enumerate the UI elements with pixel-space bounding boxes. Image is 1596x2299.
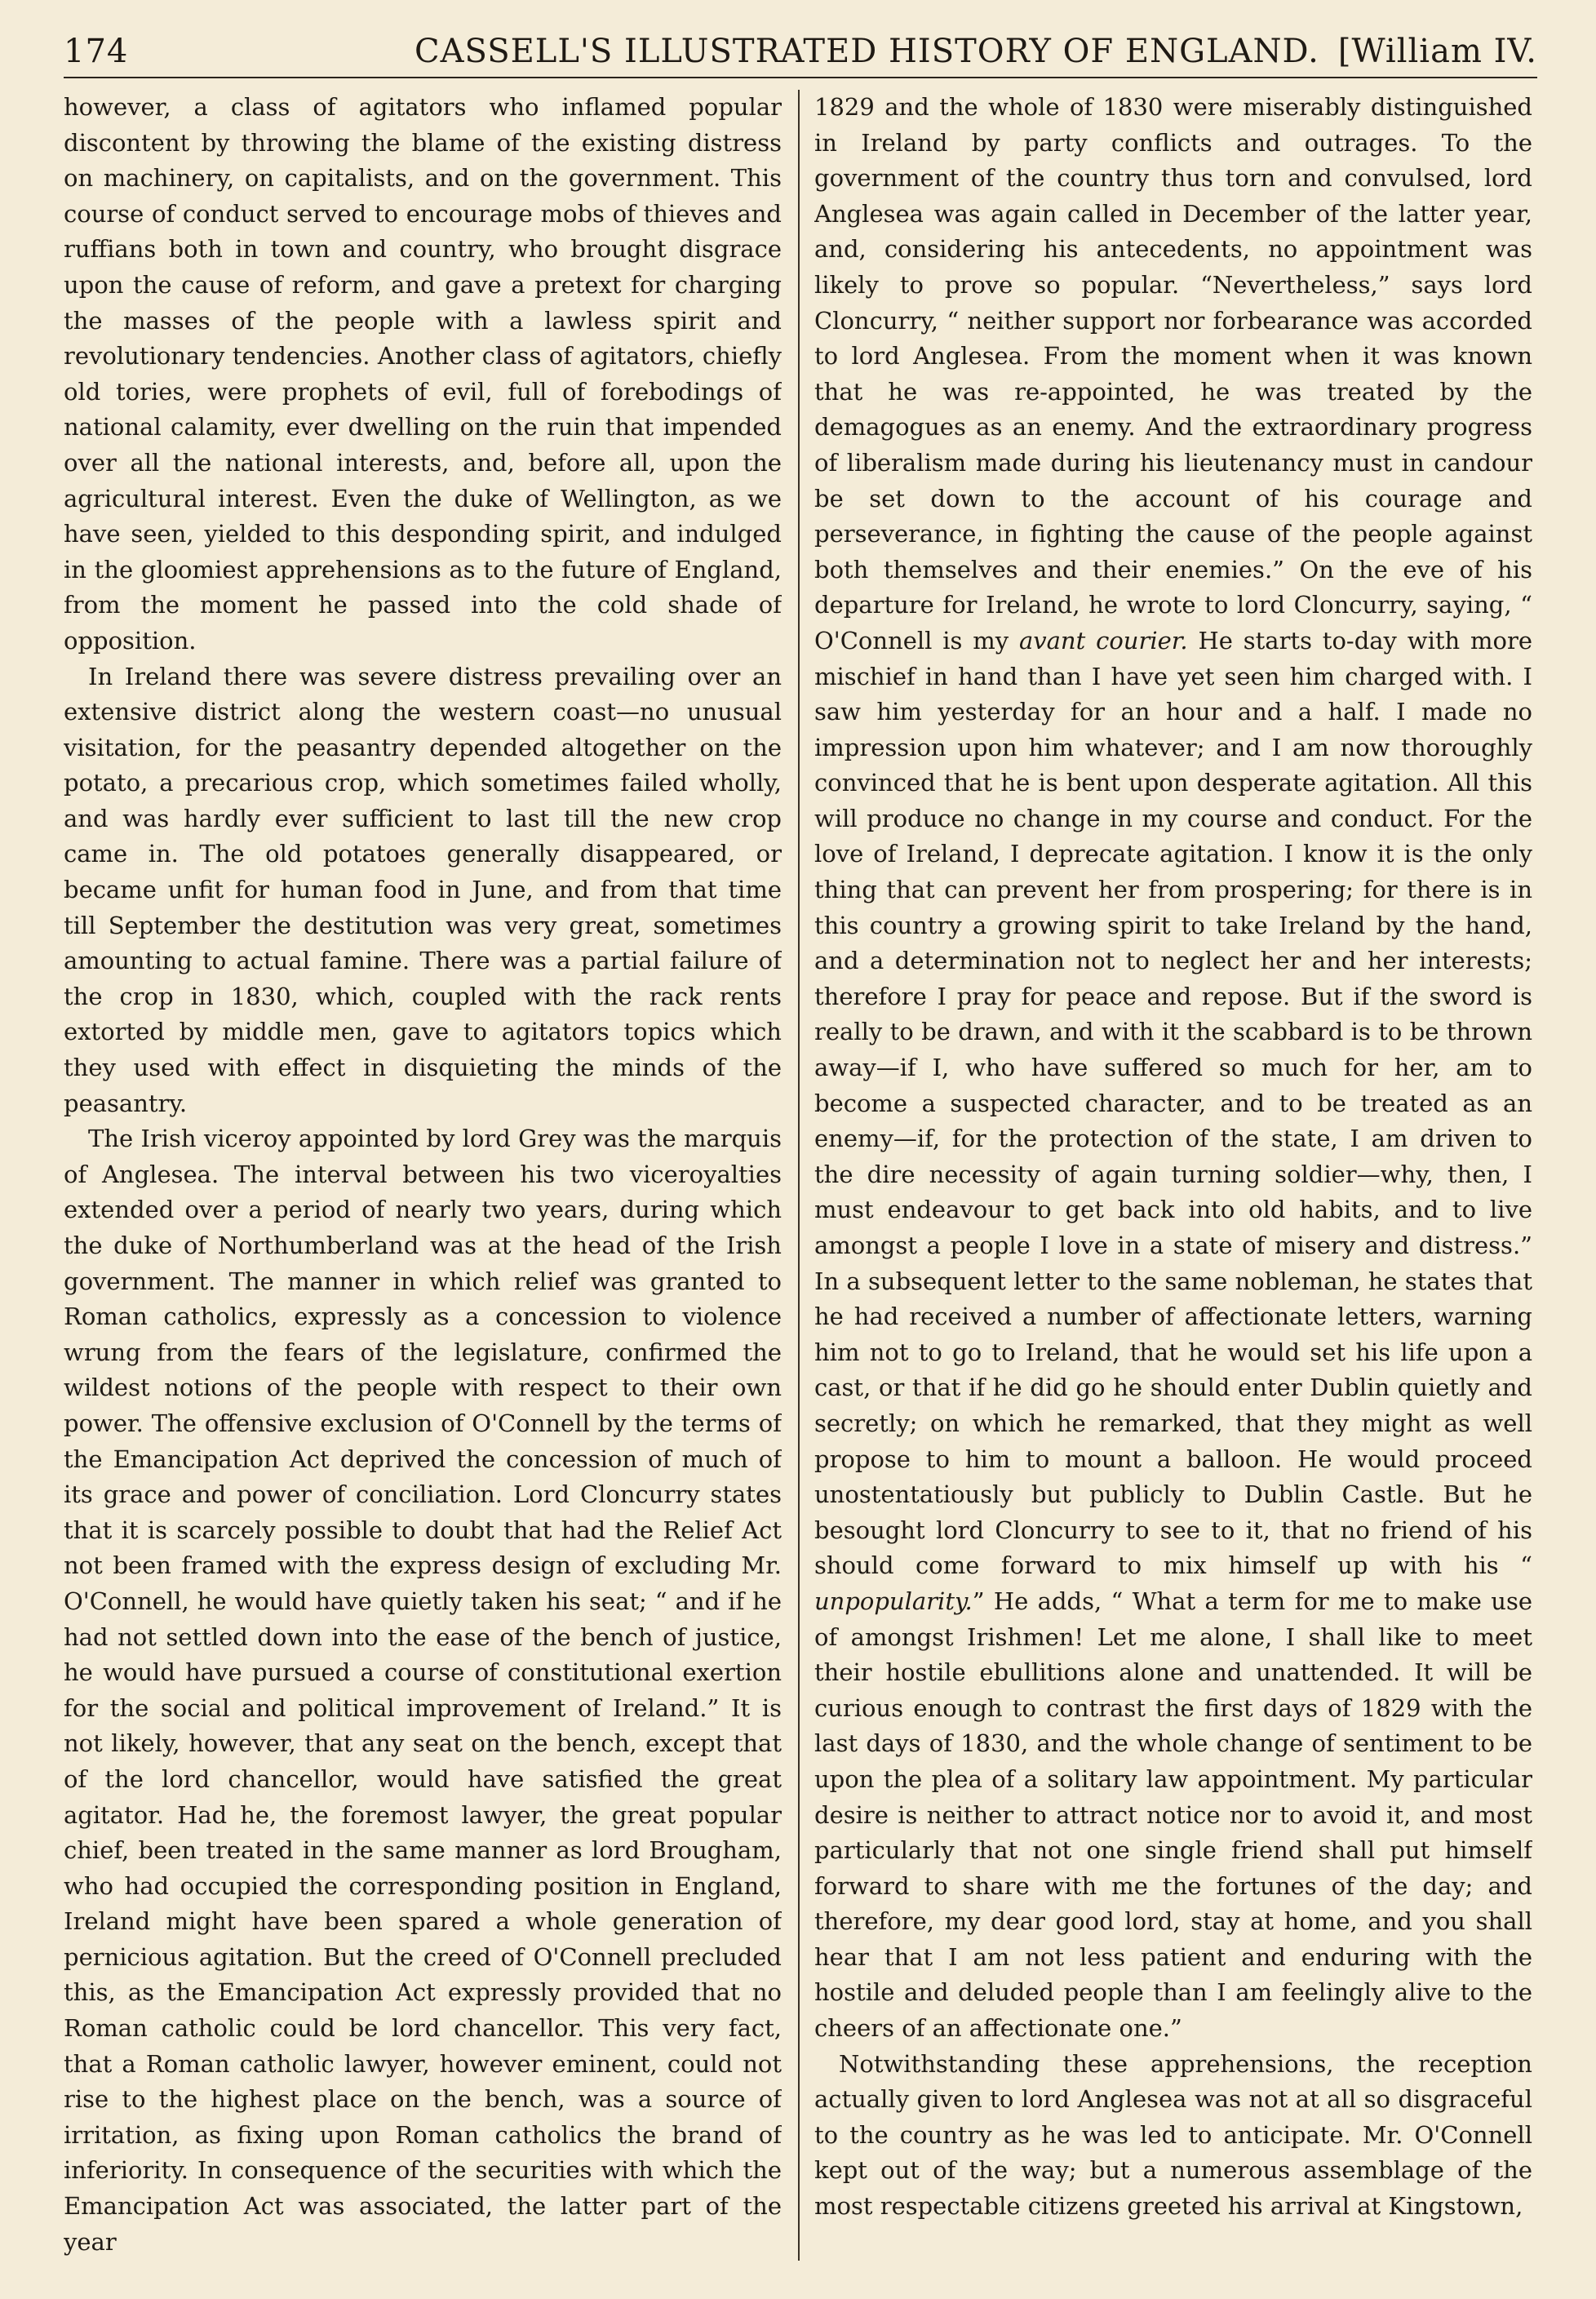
book-page <box>64 28 1537 2272</box>
right-column <box>814 90 1532 2272</box>
italic-text: unpopularity. <box>814 1587 973 1615</box>
page-header <box>64 28 1537 78</box>
page-number: 174 <box>64 33 129 70</box>
text-run: He starts to-day with more mischief in hand than I have yet seen him charged with. I saw him yesterday for an hour and a half. I made no impression upon him whatever; and I am now thoroughly convinced that he is bent upon desperate agitation. All this will produce no change in my course and conduct. For the love of Ireland, I deprecate agitation. I know it is the only thing that can prevent her from prospering; for there is in this country a growing spirit to take Ireland by the hand, and a determination not to neglect her and her interests; therefore I pray for peace and repose. But if the sword is really to be drawn, and with it the scabbard is to be thrown away—if I, who have suffered so much for her, am to become a suspected character, and to be treated as an enemy—if, for the protection of the state, I am driven to the dire necessity of again turning soldier—why, then, I must endeavour to get back into old habits, and to live amongst a people I love in a state of misery and distress.” In a subsequent letter to the same nobleman, he states that he had received a number of affectionate letters, warning him not to go to Ireland, that he would set his life upon a cast, or that if he did go he should enter Dublin quietly and secretly; on which he remarked, that they might as well propose to him to mount a balloon. He would proceed unostentatiously but publicly to Dublin Castle. But he besought lord Cloncurry to see to it, that no friend of his should come forward to mix himself up with his “ <box>814 626 1532 1580</box>
column-divider <box>798 90 800 2261</box>
left-column <box>64 90 782 2272</box>
text-columns <box>64 90 1537 2272</box>
italic-text: avant courier. <box>1018 626 1188 655</box>
paragraph: however, a class of agitators who inflamed popular discontent by throwing the blame of the existing distress on machinery, on capitalists, and on the government. This course of conduct served to encourage mobs of thieves and ruffians both in town and country, who brought disgrace upon the cause of reform, and gave a pretext for charging the masses of the people with a lawless spirit and revolutionary tendencies. Another class of agitators, chiefly old tories, were prophets of evil, full of forebodings of national calamity, ever dwelling on the ruin that impended over all the national interests, and, before all, upon the agricultural interest. Even the duke of Wellington, as we have seen, yielded to this desponding spirit, and indulged in the gloomiest apprehensions as to the future of England, from the moment he passed into the cold shade of opposition. <box>64 93 782 655</box>
running-title: CASSELL'S ILLUSTRATED HISTORY OF ENGLAND. <box>415 33 1319 70</box>
paragraph: Notwithstanding these apprehensions, the reception actually given to lord Anglesea was not at all so disgraceful to the country as he was led to anticipate. Mr. O'Connell kept out of the way; but a numerous assemblage of the most respectable citizens greeted his arrival at Kingstown, <box>814 2049 1532 2221</box>
paragraph: In Ireland there was severe distress prevailing over an extensive district along the western coast—no unusual visitation, for the peasantry depended altogether on the potato, a precarious crop, which sometimes failed wholly, and was hardly ever sufficient to last till the new crop came in. The old potatoes generally disappeared, or became unfit for human food in June, and from that time till September the destitution was very great, sometimes amounting to actual famine. There was a partial failure of the crop in 1830, which, coupled with the rack rents extorted by middle men, gave to agitators topics which they used with effect in disquieting the minds of the peasantry. <box>64 662 782 1117</box>
paragraph: The Irish viceroy appointed by lord Grey was the marquis of Anglesea. The interval between his two viceroyalties extended over a period of nearly two years, during which the duke of Northumberland was at the head of the Irish government. The manner in which relief was granted to Roman catholics, expressly as a concession to violence wrung from the fears of the legislature, confirmed the wildest notions of the people with respect to their own power. The offensive exclusion of O'Connell by the terms of the Emancipation Act deprived the concession of much of its grace and power of conciliation. Lord Cloncurry states that it is scarcely possible to doubt that had the Relief Act not been framed with the express design of excluding Mr. O'Connell, he would have quietly taken his seat; “ and if he had not settled down into the ease of the bench of justice, he would have pursued a course of constitutional exertion for the social and political improvement of Ireland.” It is not likely, however, that any seat on the bench, except that of the lord chancellor, would have satisfied the great agitator. Had he, the foremost lawyer, the great popular chief, been treated in the same manner as lord Brougham, who had occupied the corresponding position in England, Ireland might have been spared a whole generation of pernicious agitation. But the creed of O'Connell precluded this, as the Emancipation Act expressly provided that no Roman catholic could be lord chancellor. This very fact, that a Roman catholic lawyer, however eminent, could not rise to the highest place on the bench, was a source of irritation, as fixing upon Roman catholics the brand of inferiority. In consequence of the securities with which the Emancipation Act was associated, the latter part of the year <box>64 1125 782 2256</box>
section-label: [William IV. <box>1337 33 1537 70</box>
text-run: ” He adds, “ What a term for me to make use of amongst Irishmen! Let me alone, I shall like to meet their hostile ebullitions alone and unattended. It will be curious enough to contrast the first days of 1829 with the last days of 1830, and the whole change of sentiment to be upon the plea of a solitary law appointment. My particular desire is neither to attract notice nor to avoid it, and most particularly that not one single friend shall put himself forward to share with me the fortunes of the day; and therefore, my dear good lord, stay at home, and you shall hear that I am not less patient and enduring with the hostile and deluded people than I am feelingly alive to the cheers of an affectionate one.” <box>814 1587 1532 2043</box>
text-run: 1829 and the whole of 1830 were miserably distinguished in Ireland by party conflicts and outrages. To the government of the country thus torn and convulsed, lord Anglesea was again called in December of the latter year, and, considering his antecedents, no appointment was likely to prove so popular. “Nevertheless,” says lord Cloncurry, “ neither support nor forbearance was accorded to lord Anglesea. From the moment when it was known that he was re-appointed, he was treated by the demagogues as an enemy. And the extraordinary progress of liberalism made during his lieutenancy must in candour be set down to the account of his courage and perseverance, in fighting the cause of the people against both themselves and their enemies.” On the eve of his departure for Ireland, he wrote to lord Cloncurry, saying, “ O'Connell is my <box>814 93 1532 655</box>
paragraph <box>814 90 1532 2047</box>
